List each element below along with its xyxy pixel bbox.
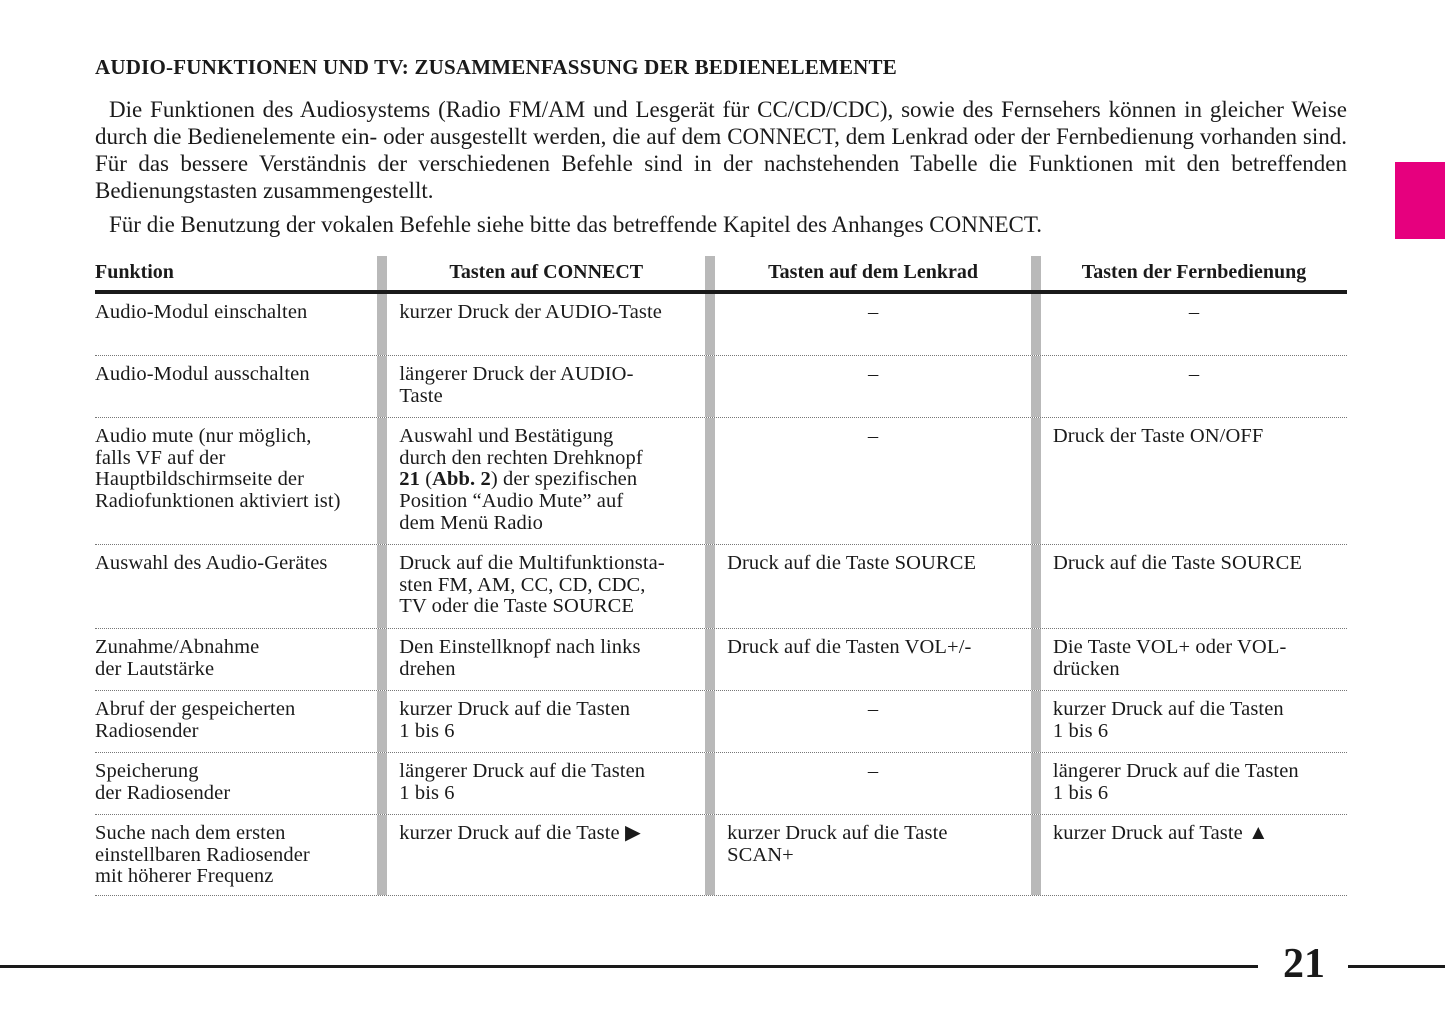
column-separator	[705, 545, 715, 628]
cell-fernbedienung: Die Taste VOL+ oder VOL- drücken	[1052, 636, 1287, 680]
figure-ref-number: 21	[399, 468, 420, 491]
column-separator	[705, 815, 715, 895]
column-separator	[377, 753, 387, 814]
header-funktion: Funktion	[95, 261, 174, 283]
cell-lenkrad: –	[867, 301, 879, 323]
footer-rule	[0, 965, 1258, 968]
header-connect: Tasten auf CONNECT	[449, 261, 644, 283]
cell-lenkrad: Druck auf die Tasten VOL+/-	[727, 636, 972, 658]
cell-lenkrad: –	[867, 698, 879, 720]
cell-funktion: Audio-Modul ausschalten	[95, 363, 310, 385]
column-separator	[705, 629, 715, 690]
table-row	[95, 691, 1347, 753]
cell-connect: Druck auf die Multifunktionsta- sten FM, AM, CC, CD, CDC, TV oder die Taste SOURCE	[399, 552, 665, 618]
cell-funktion: Audio-Modul einschalten	[95, 301, 308, 323]
column-separator	[1031, 356, 1041, 417]
header-lenkrad: Tasten auf dem Lenkrad	[768, 261, 979, 283]
cell-funktion: Abruf der gespeicherten Radiosender	[95, 698, 296, 742]
intro-paragraph: Die Funktionen des Audiosystems (Radio FM/AM und Lesgerät für CC/CD/CDC), sowie des Fernsehers können in gleicher Weise durch die Bedienelemente ein- oder ausgestellt werden, die auf dem CONNECT, dem Lenkrad oder der Fernbedienung vorhanden sind. Für das bessere Verständnis der verschiedenen Befehle sind in der nachstehenden Tabelle die Funktionen mit den betreffenden Bedienungstasten zusammengestellt.	[95, 97, 1347, 203]
column-separator	[1031, 629, 1041, 690]
cell-connect: kurzer Druck auf die Tasten 1 bis 6	[399, 698, 631, 742]
column-separator	[1031, 545, 1041, 628]
column-separator	[1031, 418, 1041, 544]
cell-funktion: Audio mute (nur möglich, falls VF auf der Hauptbildschirmseite der Radiofunktionen aktiviert ist)	[95, 425, 341, 513]
cell-lenkrad: –	[867, 425, 879, 447]
column-separator	[377, 294, 387, 355]
column-separator	[705, 294, 715, 355]
column-separator	[705, 356, 715, 417]
table-row	[95, 815, 1347, 896]
column-separator	[377, 418, 387, 544]
cell-fernbedienung: –	[1188, 301, 1200, 323]
cell-fernbedienung: kurzer Druck auf die Tasten 1 bis 6	[1052, 698, 1284, 742]
cell-fernbedienung: –	[1188, 363, 1200, 385]
cell-lenkrad: Druck auf die Taste SOURCE	[727, 552, 977, 574]
column-separator	[377, 691, 387, 752]
table-row	[95, 545, 1347, 629]
cell-fernbedienung: kurzer Druck auf Taste ▲	[1052, 822, 1269, 844]
column-separator	[377, 256, 387, 290]
column-separator	[377, 356, 387, 417]
cell-connect-text: Auswahl und Bestätigung durch den rechten Drehknopf	[399, 425, 643, 469]
column-separator	[377, 629, 387, 690]
column-separator	[705, 691, 715, 752]
cell-lenkrad: kurzer Druck auf die Taste SCAN+	[727, 822, 948, 866]
table-header	[95, 256, 1347, 294]
column-separator	[1031, 815, 1041, 895]
column-separator	[1031, 691, 1041, 752]
cell-connect: kurzer Druck der AUDIO-Taste	[399, 301, 662, 323]
cell-connect: längerer Druck der AUDIO- Taste	[399, 363, 634, 407]
cell-connect-text: (	[419, 468, 433, 491]
cell-fernbedienung: Druck der Taste ON/OFF	[1052, 425, 1264, 447]
column-separator	[1031, 753, 1041, 814]
header-fernbedienung: Tasten der Fernbedienung	[1081, 261, 1307, 283]
column-separator	[377, 545, 387, 628]
cell-connect: Den Einstellknopf nach links drehen	[399, 636, 641, 680]
footer-rule	[1348, 965, 1445, 968]
cell-lenkrad: –	[867, 363, 879, 385]
figure-ref: Abb. 2	[432, 468, 491, 491]
cell-funktion: Speicherung der Radiosender	[95, 760, 231, 804]
column-separator	[377, 815, 387, 895]
page-number: 21	[1283, 941, 1325, 987]
cell-connect-text: ) der spezifischen Position “Audio Mute” auf dem Menü Radio	[399, 468, 638, 534]
chapter-tab-marker	[1395, 162, 1445, 239]
cell-funktion: Zunahme/Abnahme der Lautstärke	[95, 636, 260, 680]
cell-fernbedienung: Druck auf die Taste SOURCE	[1052, 552, 1302, 574]
cell-connect: längerer Druck auf die Tasten 1 bis 6	[399, 760, 646, 804]
intro-text	[95, 96, 1347, 238]
page-heading: AUDIO-FUNKTIONEN UND TV: ZUSAMMENFASSUNG DER BEDIENELEMENTE	[95, 55, 897, 79]
table-row	[95, 356, 1347, 418]
table-row	[95, 418, 1347, 545]
table-row	[95, 629, 1347, 691]
column-separator	[705, 418, 715, 544]
table-row	[95, 753, 1347, 815]
column-separator	[705, 256, 715, 290]
cell-connect	[387, 418, 705, 544]
cell-lenkrad: –	[867, 760, 879, 782]
table-body	[95, 294, 1347, 896]
table-row	[95, 294, 1347, 356]
intro-paragraph: Für die Benutzung der vokalen Befehle siehe bitte das betreffende Kapitel des Anhanges CONNECT.	[109, 212, 1042, 237]
cell-funktion: Auswahl des Audio-Gerätes	[95, 552, 328, 574]
controls-table	[95, 256, 1347, 896]
column-separator	[1031, 294, 1041, 355]
column-separator	[705, 753, 715, 814]
cell-fernbedienung: längerer Druck auf die Tasten 1 bis 6	[1052, 760, 1299, 804]
cell-funktion: Suche nach dem ersten einstellbaren Radiosender mit höherer Frequenz	[95, 822, 310, 888]
column-separator	[1031, 256, 1041, 290]
cell-connect: kurzer Druck auf die Taste ▶	[399, 822, 641, 844]
